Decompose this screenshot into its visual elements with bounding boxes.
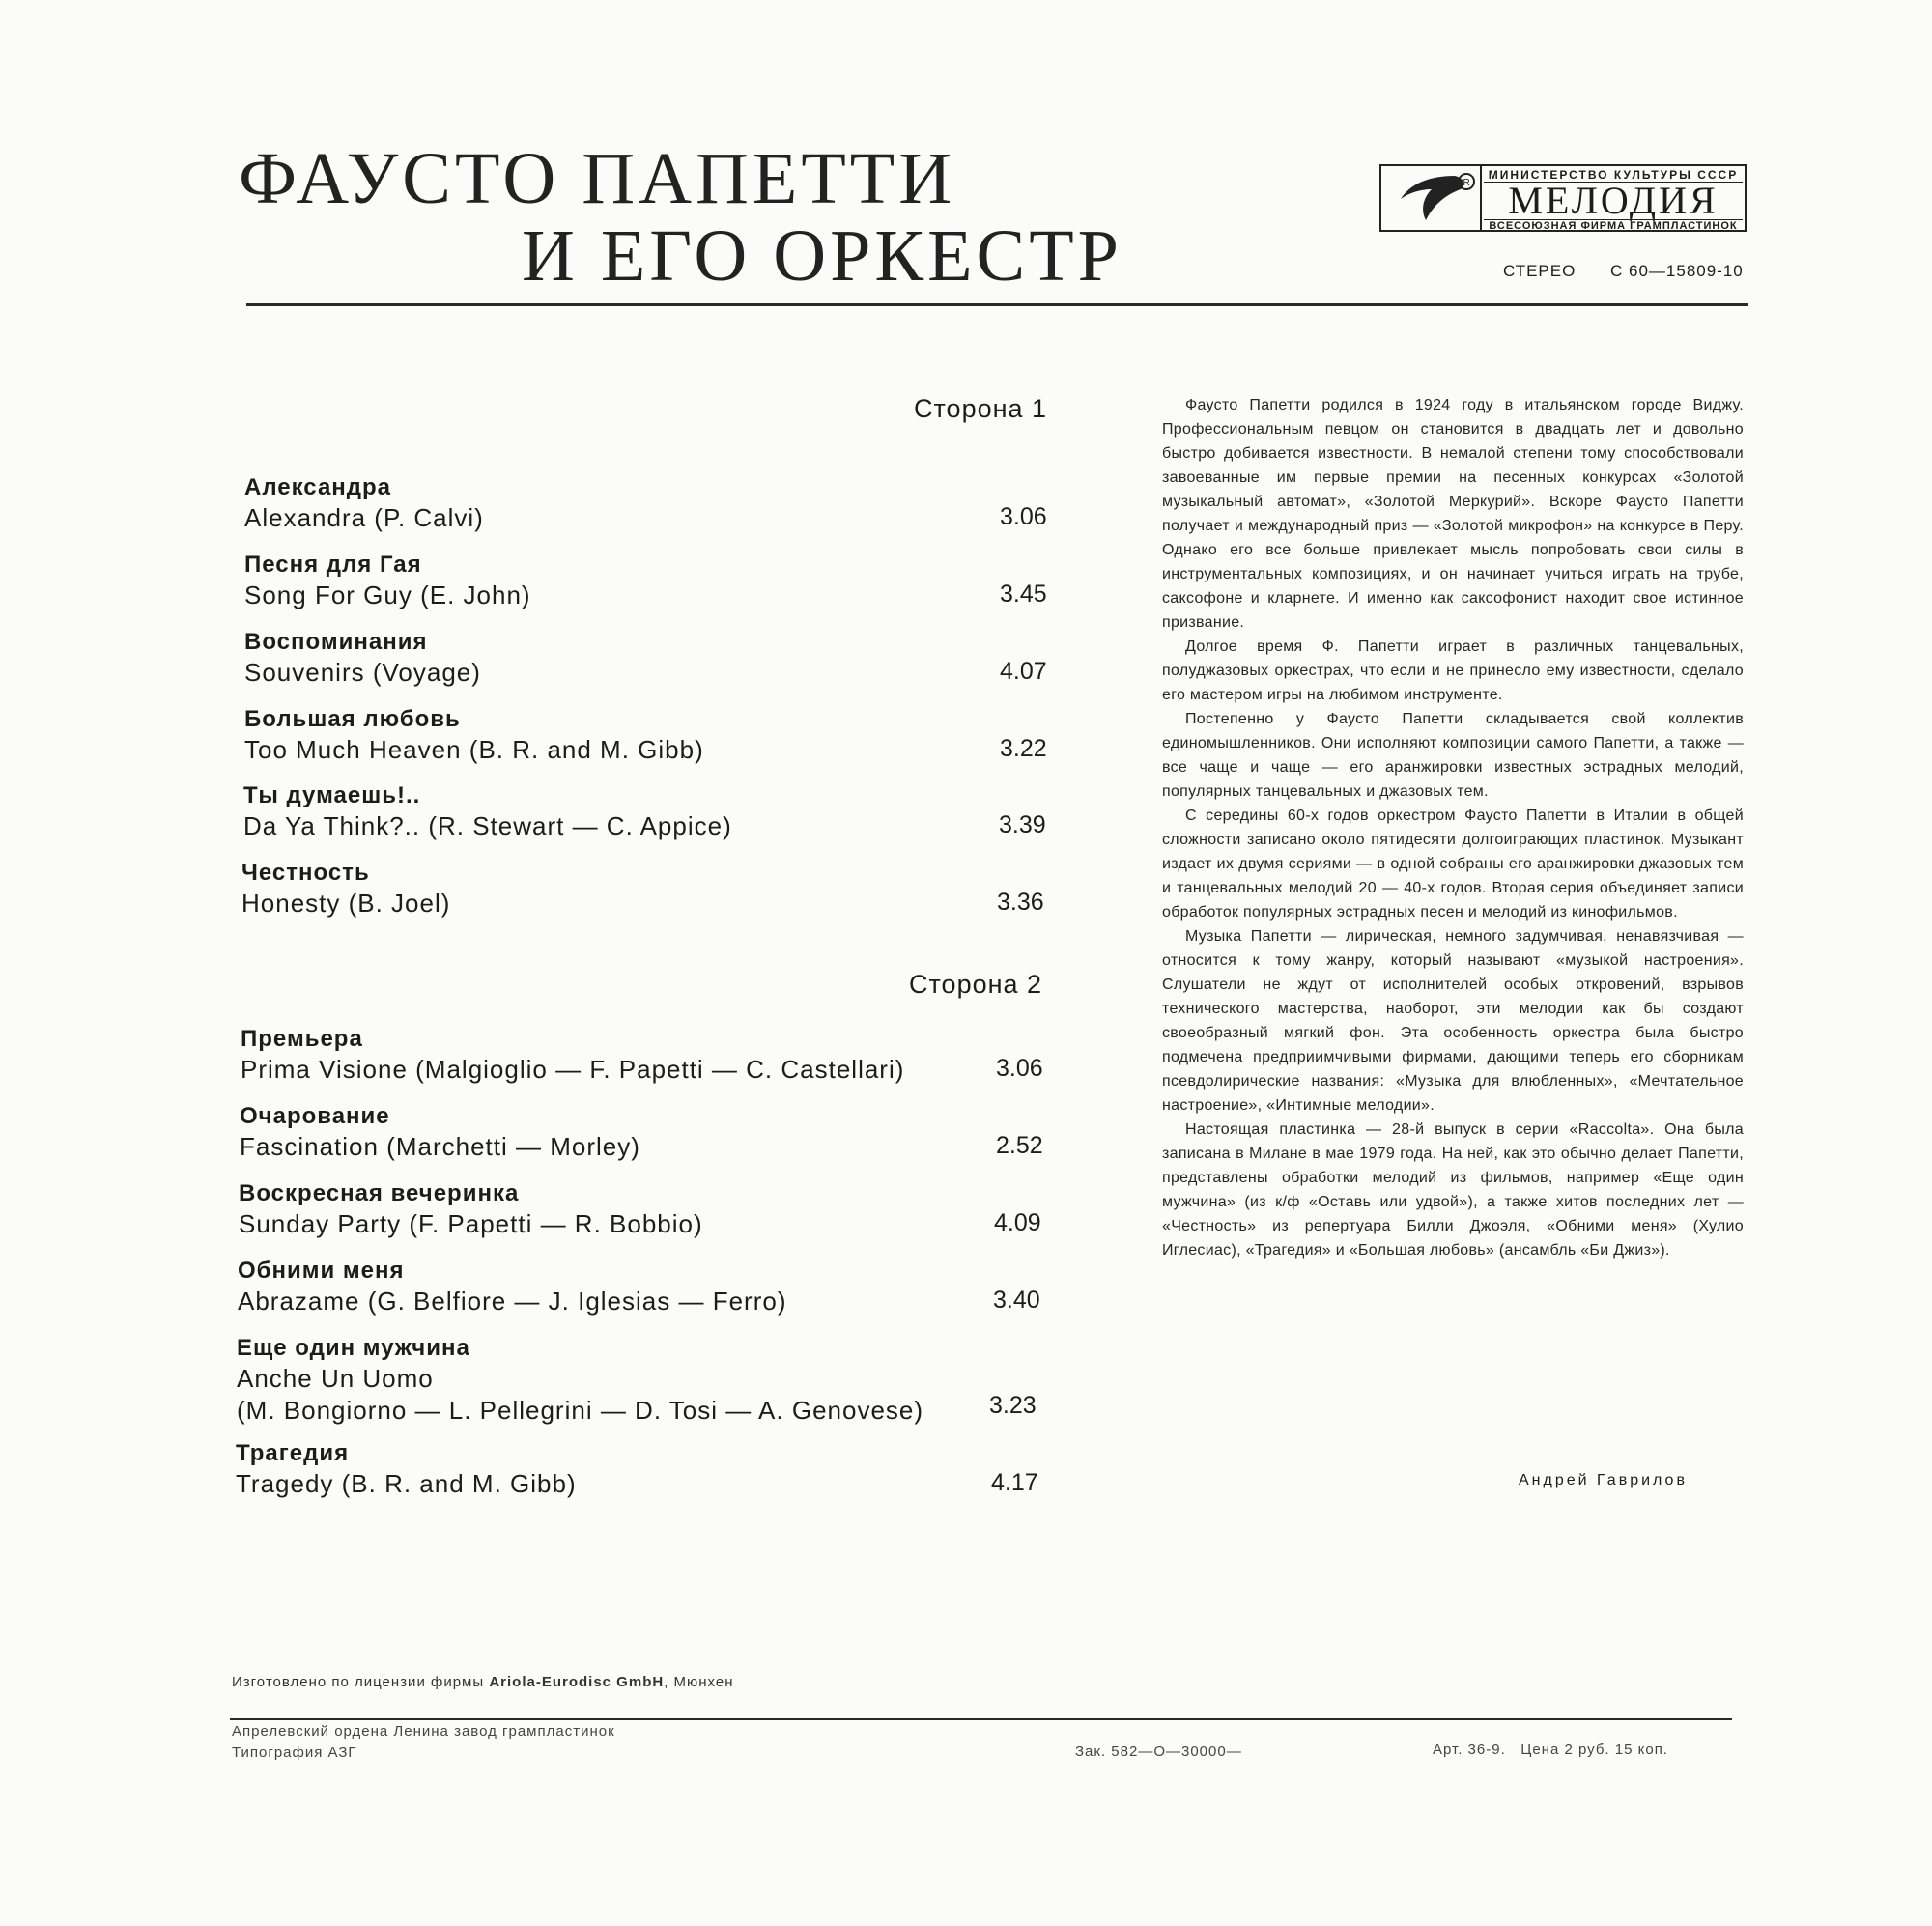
track-title-ru: Еще один мужчина	[237, 1335, 470, 1361]
printer-line: Типография АЗГ	[232, 1744, 357, 1761]
record-label-emblem-icon	[1381, 166, 1482, 230]
album-title-line2: И ЕГО ОРКЕСТР	[522, 215, 1122, 297]
track-item	[238, 1258, 1300, 1317]
track-item	[244, 706, 1307, 765]
album-title-line1: ФАУСТО ПАПЕТТИ	[239, 138, 956, 219]
track-title-en: Alexandra (P. Calvi)	[244, 503, 484, 532]
manufacturer-plant: Апрелевский ордена Ленина завод грампластинок	[232, 1723, 615, 1740]
track-title-en: Fascination (Marchetti — Morley)	[240, 1132, 640, 1161]
track-duration: 3.22	[1000, 735, 1047, 762]
track-duration: 3.39	[999, 811, 1046, 838]
license-suffix: , Мюнхен	[664, 1674, 734, 1690]
track-duration: 4.09	[994, 1209, 1041, 1236]
track-title-en: Da Ya Think?.. (R. Stewart — C. Appice)	[243, 811, 732, 840]
track-duration: 3.40	[993, 1287, 1040, 1314]
side-1-label: Сторона 1	[914, 394, 1048, 423]
track-duration: 2.52	[996, 1132, 1043, 1159]
track-item	[242, 860, 1304, 919]
track-duration: 3.36	[997, 889, 1044, 916]
track-duration: 3.23	[989, 1392, 1037, 1419]
track-title-ru: Премьера	[241, 1026, 363, 1052]
track-title-ru: Ты думаешь!..	[243, 782, 421, 808]
track-item	[244, 474, 1307, 533]
track-title-ru: Александра	[244, 474, 392, 500]
track-title-en: Tragedy (B. R. and M. Gibb)	[236, 1469, 577, 1498]
notes-paragraph: Долгое время Ф. Папетти играет в различных танцевальных, полуджазовых оркестрах, что если и не принесло ему известности, сделало его мастером игры на любимом инструменте.	[1162, 638, 1744, 703]
track-item	[244, 552, 1307, 610]
license-prefix: Изготовлено по лицензии фирмы	[232, 1674, 485, 1690]
track-duration: 4.17	[991, 1469, 1038, 1496]
track-item	[241, 1026, 1303, 1085]
side-2-label: Сторона 2	[909, 970, 1043, 999]
logo-firm: ВСЕСОЮЗНАЯ ФИРМА ГРАМПЛАСТИНОК	[1489, 220, 1738, 232]
order-number: Зак. 582—О—30000—	[1075, 1743, 1242, 1760]
license-company: Ariola-Eurodisc GmbH	[489, 1674, 665, 1690]
track-item	[237, 1335, 1299, 1426]
track-title-en: Honesty (B. Joel)	[242, 889, 451, 918]
track-title-en: Prima Visione (Malgioglio — F. Papetti — C. Castellari)	[241, 1055, 905, 1084]
track-title-en: Sunday Party (F. Papetti — R. Bobbio)	[239, 1209, 703, 1238]
melodiya-logo	[1379, 164, 1747, 232]
track-duration: 4.07	[1000, 658, 1047, 685]
notes-paragraph: Настоящая пластинка — 28-й выпуск в серии «Raccolta». Она была записана в Милане в мае 1979 года. На ней, как это обычно делает Папетти, представлены обработки мелодий из фильмов, например «Еще один мужчина» (из к/ф «Оставь или удвой»), а также хитов последних лет — «Честность» из репертуара Билли Джоэля, «Обними меня» (Хулио Иглесиас), «Трагедия» и «Большая любовь» (ансамбль «Би Джиз»).	[1162, 1121, 1744, 1259]
track-title-ru: Воспоминания	[244, 629, 428, 655]
track-title-en: Too Much Heaven (B. R. and M. Gibb)	[244, 735, 704, 764]
svg-text:R: R	[1463, 178, 1470, 188]
track-title-ru: Песня для Гая	[244, 552, 422, 578]
track-item	[240, 1103, 1302, 1162]
notes-paragraph: С середины 60-х годов оркестром Фаусто Папетти в Италии в общей сложности записано около пятидесяти долгоиграющих пластинок. Музыкант издает их двумя сериями — в одной собраны его аранжировки джазовых тем и танцевальных мелодий 20 — 40-х годов. Вторая серия объединяет записи обработок популярных эстрадных песен и мелодий из кинофильмов.	[1162, 807, 1744, 921]
track-duration: 3.06	[996, 1055, 1043, 1082]
track-title-ru: Очарование	[240, 1103, 390, 1129]
track-title-en: Souvenirs (Voyage)	[244, 658, 481, 687]
track-title-en: Abrazame (G. Belfiore — J. Iglesias — Ferro)	[238, 1287, 787, 1316]
notes-author: Андрей Гаврилов	[1519, 1472, 1688, 1488]
logo-text-block	[1482, 166, 1745, 230]
notes-paragraph: Музыка Папетти — лирическая, немного задумчивая, ненавязчивая — относится к тому жанру, который называют «музыкой настроения». Слушатели не ждут от исполнителей особых откровений, взрывов технического мастерства, наоборот, эти мелодии как бы создают своеобразный мягкий фон. Эта особенность оркестра была быстро подмечена предприимчивыми фирмами, дающими теперь его сборникам псевдолирические названия: «Музыка для влюбленных», «Мечтательное настроение», «Интимные мелодии».	[1162, 928, 1744, 1114]
track-credits-en: (M. Bongiorno — L. Pellegrini — D. Tosi — A. Genovese)	[237, 1396, 924, 1425]
track-item	[244, 629, 1307, 688]
license-line	[232, 1674, 734, 1690]
liner-notes	[1162, 393, 1744, 1262]
price-line: Арт. 36-9. Цена 2 руб. 15 коп.	[1433, 1742, 1668, 1758]
track-title-en: Song For Guy (E. John)	[244, 581, 531, 609]
track-title-ru: Трагедия	[236, 1440, 350, 1466]
track-title-ru: Честность	[242, 860, 370, 886]
track-item	[239, 1180, 1301, 1239]
track-item	[236, 1440, 1298, 1499]
track-title-ru: Обними меня	[238, 1258, 405, 1284]
notes-paragraph: Фаусто Папетти родился в 1924 году в итальянском городе Виджу. Профессиональным певцом он становится в двадцать лет и довольно быстро добивается известности. В немалой степени тому способствовали завоеванные им первые премии на песенных конкурсах «Золотой музыкальный автомат», «Золотой Меркурий». Вскоре Фаусто Папетти получает и международный приз — «Золотой микрофон» на конкурсе в Перу. Однако его все больше привлекает мысль попробовать свои силы в инструментальных композициях, и он начинает учиться играть на трубе, саксофоне и кларнете. И именно как саксофонист находит свое истинное призвание.	[1162, 397, 1744, 631]
track-title-ru: Воскресная вечеринка	[239, 1180, 520, 1206]
track-duration: 3.45	[1000, 581, 1047, 608]
track-duration: 3.06	[1000, 503, 1047, 530]
notes-paragraph: Постепенно у Фаусто Папетти складывается свой коллектив единомышленников. Они исполняют композиции самого Папетти, а также — все чаще и чаще — его аранжировки известных эстрадных мелодий, популярных танцевальных и джазовых тем.	[1162, 711, 1744, 800]
track-item	[243, 782, 1306, 841]
format-label: СТЕРЕО	[1503, 262, 1577, 280]
track-title-en: Anche Un Uomo	[237, 1364, 434, 1393]
logo-brand: МЕЛОДИЯ	[1484, 182, 1743, 220]
title-divider	[246, 303, 1748, 306]
track-title-ru: Большая любовь	[244, 706, 461, 732]
footer-divider	[230, 1718, 1732, 1720]
logo-ministry: МИНИСТЕРСТВО КУЛЬТУРЫ СССР	[1488, 168, 1739, 182]
catalog-number: С 60—15809-10	[1610, 262, 1744, 280]
